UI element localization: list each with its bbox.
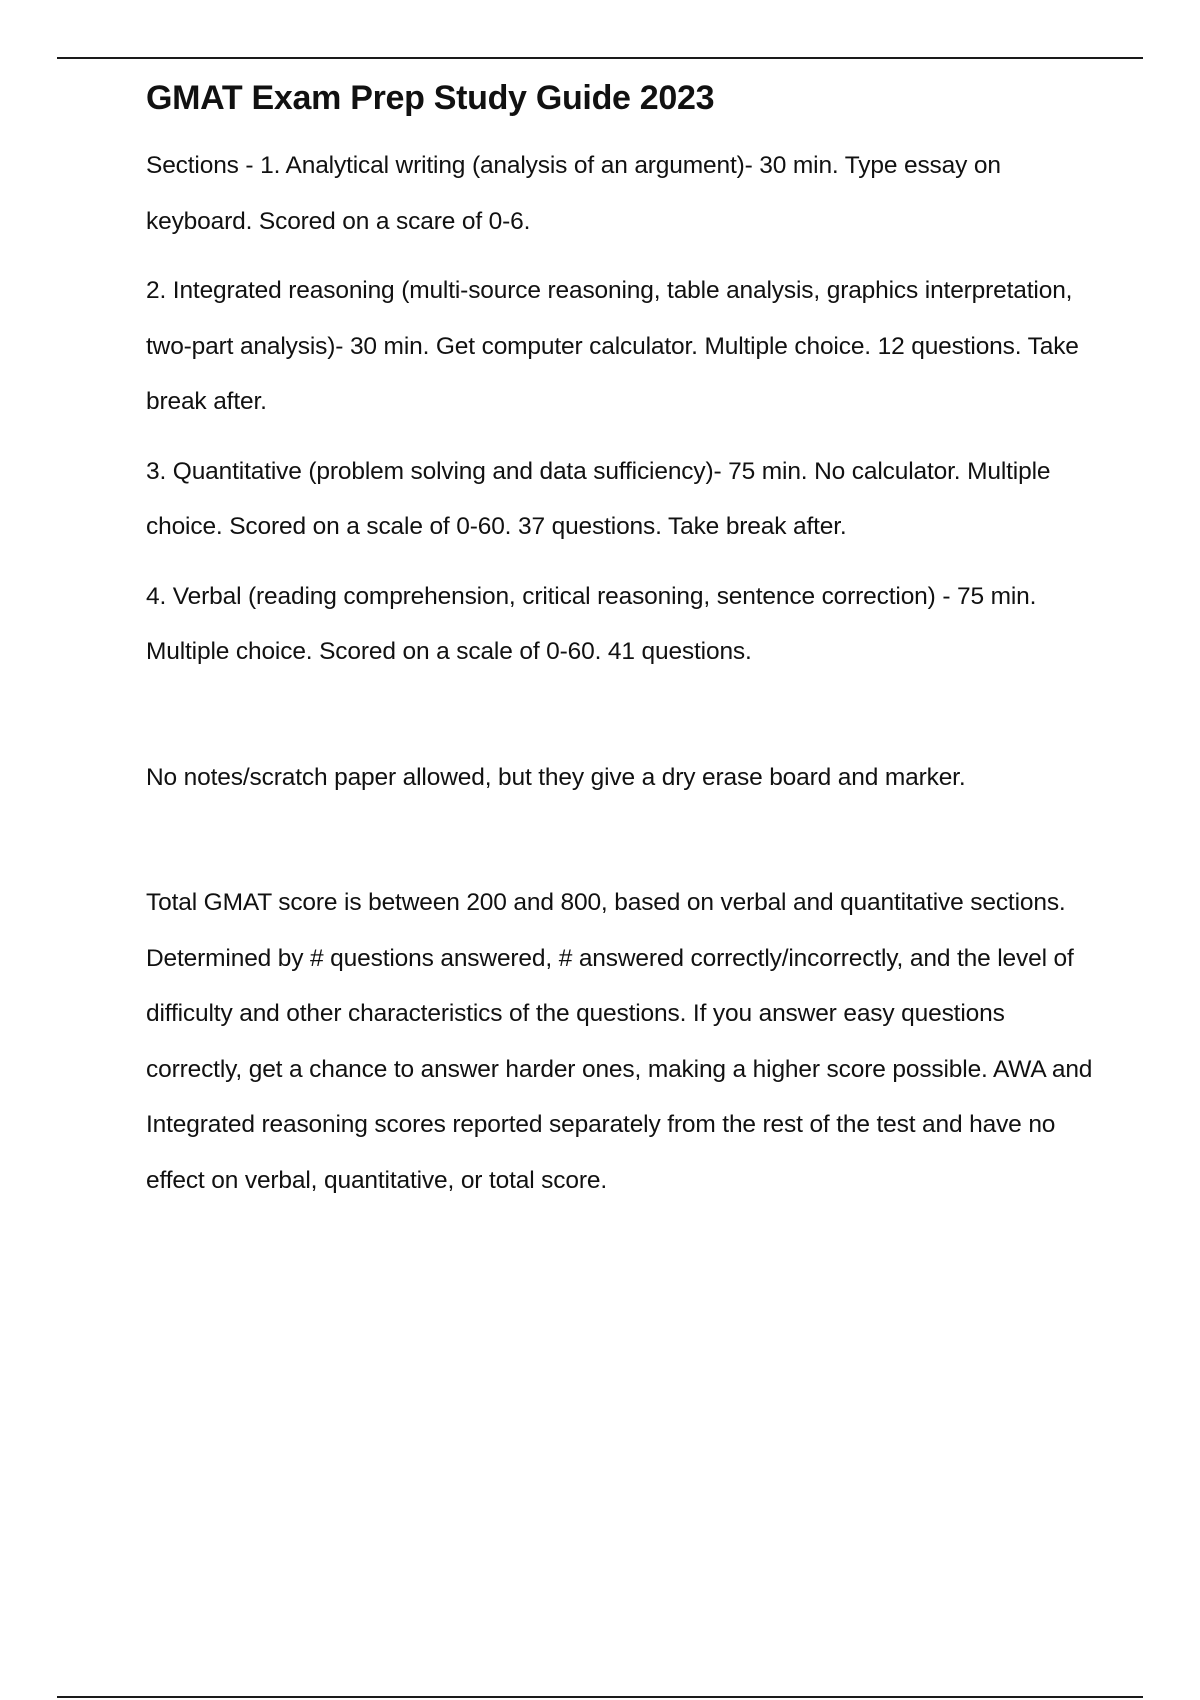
document-body — [146, 72, 1106, 1222]
bottom-divider — [57, 1696, 1143, 1698]
paragraph-quantitative: 3. Quantitative (problem solving and data sufficiency)- 75 min. No calculator. Multiple choice. Scored on a scale of 0-60. 37 questions. Take break after. — [146, 457, 1051, 540]
paragraph-verbal: 4. Verbal (reading comprehension, critical reasoning, sentence correction) - 75 min. Multiple choice. Scored on a scale of 0-60. 41 questions. — [146, 582, 1037, 665]
paragraph-total-score: Total GMAT score is between 200 and 800, based on verbal and quantitative sections. Determined by # questions answered, # answered correctly/incorrectly, and the level of difficulty and other characteristics of the questions. If you answer easy questions correctly, get a chance to answer harder ones, making a higher score possible. AWA and Integrated reasoning scores reported separately from the rest of the test and have no effect on verbal, quantitative, or total score. — [146, 889, 1093, 1194]
paragraph-sections-analytical-writing: Sections - 1. Analytical writing (analysis of an argument)- 30 min. Type essay on keyboard. Scored on a scare of 0-6. — [146, 152, 1001, 235]
top-divider — [57, 57, 1143, 59]
paragraph-notes-policy: No notes/scratch paper allowed, but they give a dry erase board and marker. — [146, 763, 966, 791]
paragraph-integrated-reasoning: 2. Integrated reasoning (multi-source reasoning, table analysis, graphics interpretation, two-part analysis)- 30 min. Get computer calculator. Multiple choice. 12 questions. Take break after. — [146, 277, 1079, 415]
document-title: GMAT Exam Prep Study Guide 2023 — [146, 79, 715, 117]
